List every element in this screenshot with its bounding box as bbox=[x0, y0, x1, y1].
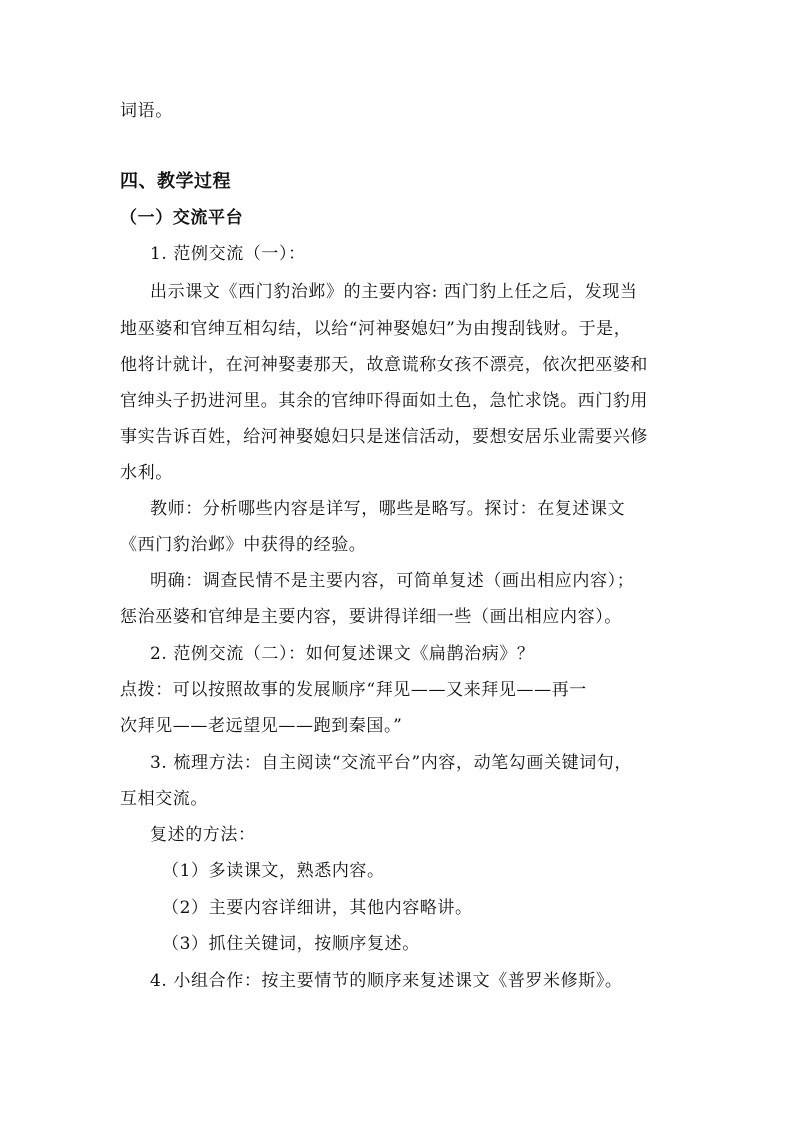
section-heading: 四、教学过程 bbox=[120, 171, 231, 192]
teacher-analysis-line: 《西门豹治邺》中获得的经验。 bbox=[120, 535, 367, 555]
intro-tail-text: 词语。 bbox=[120, 101, 173, 121]
method-item: （3）抓住关键词，按顺序复述。 bbox=[162, 934, 420, 954]
clarify-line: 明确：调查民情不是主要内容，可简单复述（画出相应内容）； bbox=[150, 571, 635, 591]
item1-paragraph-line: 地巫婆和官绅互相勾结，以给“河神娶媳妇”为由搜刮钱财。于是， bbox=[120, 319, 632, 339]
item4-title: 4. 小组合作：按主要情节的顺序来复述课文《普罗米修斯》。 bbox=[150, 971, 623, 991]
item1-paragraph-line: 水利。 bbox=[120, 463, 173, 483]
item2-hint-line: 次拜见——老远望见——跑到秦国。” bbox=[120, 716, 403, 736]
item1-paragraph-line: 事实告诉百姓，给河神娶媳妇只是迷信活动，要想安居乐业需要兴修 bbox=[120, 427, 648, 447]
item2-hint-line: 点拨：可以按照故事的发展顺序“拜见——又来拜见——再一 bbox=[120, 680, 587, 700]
method-item: （2）主要内容详细讲，其他内容略讲。 bbox=[162, 898, 473, 918]
methods-title: 复述的方法： bbox=[150, 825, 256, 845]
sub-heading: （一）交流平台 bbox=[120, 208, 244, 228]
item1-title: 1. 范例交流（一）： bbox=[150, 244, 306, 264]
item1-paragraph-line: 官绅头子扔进河里。其余的官绅吓得面如土色，急忙求饶。西门豹用 bbox=[120, 391, 648, 411]
method-item: （1）多读课文，熟悉内容。 bbox=[162, 861, 385, 881]
item3-line: 互相交流。 bbox=[120, 789, 208, 809]
item1-paragraph-line: 出示课文《西门豹治邺》的主要内容: 西门豹上任之后，发现当 bbox=[150, 282, 638, 302]
item3-line: 3. 梳理方法：自主阅读“交流平台”内容，动笔勾画关键词句， bbox=[150, 753, 633, 773]
item1-paragraph-line: 他将计就计，在河神娶妻那天，故意谎称女孩不漂亮，依次把巫婆和 bbox=[120, 355, 648, 375]
clarify-line: 惩治巫婆和官绅是主要内容，要讲得详细一些（画出相应内容）。 bbox=[120, 607, 622, 627]
item2-title: 2. 范例交流（二）：如何复述课文《扁鹊治病》？ bbox=[150, 644, 535, 664]
teacher-analysis-line: 教师：分析哪些内容是详写，哪些是略写。探讨：在复述课文 bbox=[150, 499, 626, 519]
